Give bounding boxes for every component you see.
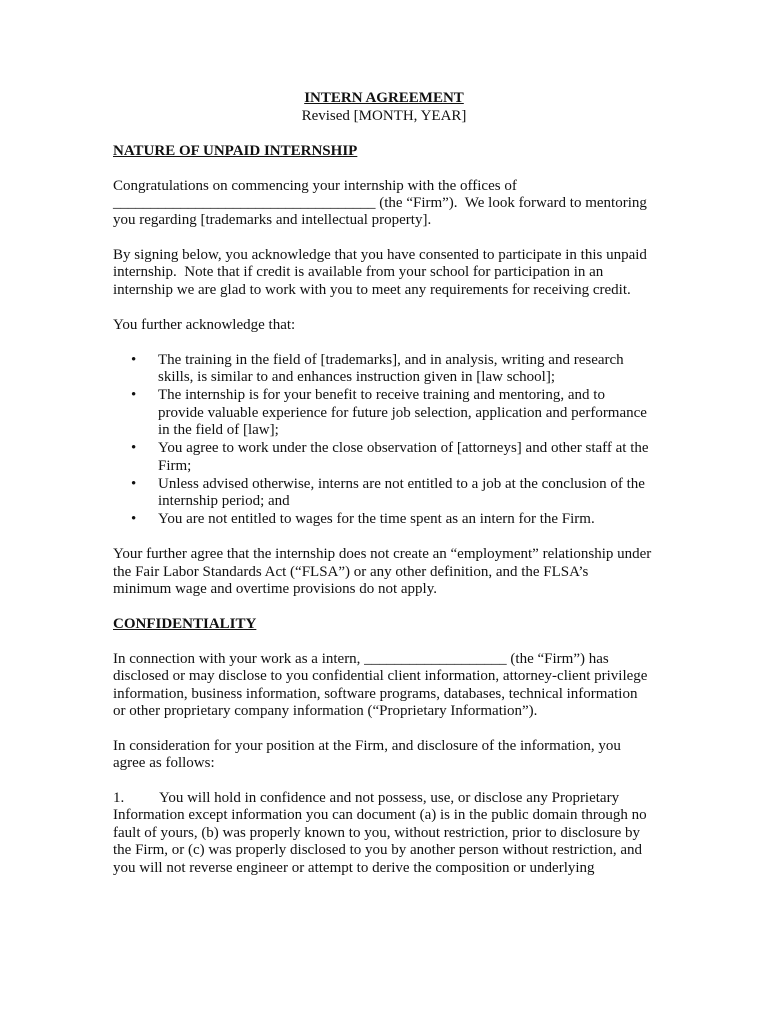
paragraph-line: In connection with your work as a intern, ___________________ (the “Firm”) has — [113, 651, 609, 667]
list-item-line: The training in the field of [trademarks], and in analysis, writing and research — [158, 352, 624, 368]
list-item-line: in the field of [law]; — [158, 422, 279, 438]
paragraph-line: Congratulations on commencing your internship with the offices of — [113, 178, 517, 194]
list-item-line: internship period; and — [158, 493, 290, 509]
paragraph-line: By signing below, you acknowledge that you have consented to participate in this unpaid — [113, 247, 647, 263]
numbered-item-line: Information except information you can document (a) is in the public domain through no — [113, 807, 647, 823]
list-item-line: skills, is similar to and enhances instruction given in [law school]; — [158, 369, 556, 385]
paragraph-line: you regarding [trademarks and intellectual property]. — [113, 212, 432, 228]
list-item-line: Firm; — [158, 458, 192, 474]
bullet-icon: • — [131, 476, 137, 492]
numbered-item-line: the Firm, or (c) was properly disclosed to you by another person without restriction, and — [113, 842, 643, 858]
list-item-line: The internship is for your benefit to receive training and mentoring, and to — [158, 387, 605, 403]
paragraph-line: or other proprietary company information (“Proprietary Information”). — [113, 703, 538, 719]
paragraph-line: Your further agree that the internship does not create an “employment” relationship under — [113, 546, 652, 562]
paragraph-line: internship. Note that if credit is available from your school for participation in an — [113, 264, 604, 280]
revised-date: Revised [MONTH, YEAR] — [301, 108, 467, 124]
list-item-line: provide valuable experience for future job selection, application and performance — [158, 405, 647, 421]
document-title: INTERN AGREEMENT — [304, 90, 464, 106]
section-heading-nature: NATURE OF UNPAID INTERNSHIP — [113, 143, 358, 159]
paragraph-line: ___________________________________ (the “Firm”). We look forward to mentoring — [113, 195, 647, 211]
numbered-item-line: you will not reverse engineer or attempt to derive the composition or underlying — [113, 860, 595, 876]
numbered-item-line: You will hold in confidence and not possess, use, or disclose any Proprietary — [159, 790, 620, 806]
bullet-icon: • — [131, 387, 137, 403]
paragraph-line: agree as follows: — [113, 755, 215, 771]
bullet-icon: • — [131, 511, 137, 527]
list-item-line: You are not entitled to wages for the time spent as an intern for the Firm. — [158, 511, 595, 527]
bullet-icon: • — [131, 352, 137, 368]
item-number: 1. — [113, 790, 125, 806]
paragraph-line: disclosed or may disclose to you confidential client information, attorney-client privilege — [113, 668, 648, 684]
paragraph-line: the Fair Labor Standards Act (“FLSA”) or any other definition, and the FLSA’s — [113, 564, 589, 580]
numbered-item-line: fault of yours, (b) was properly known to you, without restriction, prior to disclosure by — [113, 825, 640, 841]
paragraph-line: You further acknowledge that: — [113, 317, 296, 333]
bullet-icon: • — [131, 440, 137, 456]
paragraph-line: internship we are glad to work with you to meet any requirements for receiving credit. — [113, 282, 631, 298]
paragraph-line: minimum wage and overtime provisions do not apply. — [113, 581, 437, 597]
section-heading-confidentiality: CONFIDENTIALITY — [113, 616, 257, 632]
list-item-line: You agree to work under the close observation of [attorneys] and other staff at the — [158, 440, 649, 456]
paragraph-line: In consideration for your position at the Firm, and disclosure of the information, you — [113, 738, 621, 754]
paragraph-line: information, business information, software programs, databases, technical information — [113, 686, 638, 702]
list-item-line: Unless advised otherwise, interns are not entitled to a job at the conclusion of the — [158, 476, 645, 492]
